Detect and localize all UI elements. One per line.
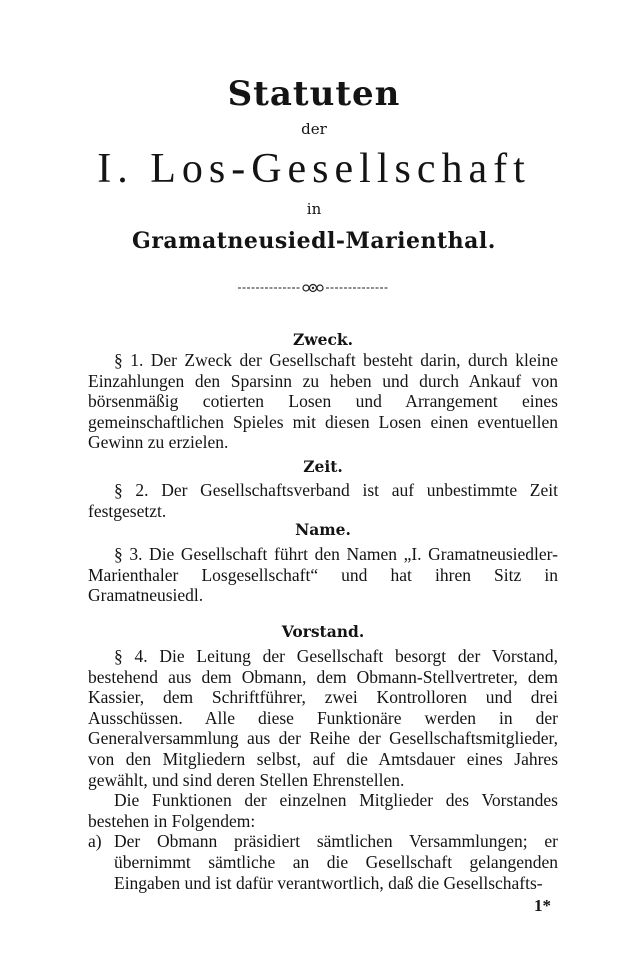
paragraph-2: § 2. Der Gesellschaftsverband ist auf unbestimmte Zeit festgesetzt. [88, 480, 558, 521]
document-title: Statuten [227, 74, 401, 114]
divider-ornament-icon [238, 280, 388, 296]
section-heading-name: Name. [295, 520, 351, 539]
section-body-zeit [88, 480, 558, 521]
place-name: Gramatneusiedl-Marienthal. [132, 228, 496, 254]
paragraph-1: § 1. Der Zweck der Gesellschaft besteht darin, durch kleine Einzahlungen den Sparsinn zu heben und durch Ankauf von börsenmäßig cotierten Losen und Arrangement eines gemeinschaftlichen Spieles mit diesen Losen einen eventuellen Gewinn zu erzielen. [88, 350, 558, 453]
page-number: 1* [534, 896, 551, 915]
society-name: I. Los-Gesellschaft [97, 146, 531, 192]
list-item-text: Der Obmann präsidiert sämtlichen Versammlungen; er übernimmt sämtliche an die Gesellschaft gelangenden Eingaben und ist dafür verantwortlich, daß die Gesellschafts- [114, 831, 558, 893]
section-body-vorstand [88, 646, 558, 893]
section-body-zweck [88, 350, 558, 453]
list-marker: a) [88, 831, 102, 852]
section-body-name [88, 544, 558, 606]
title-connector-der: der [301, 120, 327, 138]
paragraph-4: § 4. Die Leitung der Gesellschaft besorgt der Vorstand, bestehend aus dem Obmann, dem Obmann-Stellvertreter, dem Kassier, dem Schriftführer, zwei Kontrolloren und drei Ausschüssen. Alle diese Funktionäre werden in der Generalversammlung aus der Reihe der Gesellschaftsmitglieder, von den Mitgliedern selbst, auf die Amtsdauer eines Jahres gewählt, und sind deren Stellen Ehrenstellen. [88, 646, 558, 790]
paragraph-5: Die Funktionen der einzelnen Mitglieder des Vorstandes bestehen in Folgendem: [88, 790, 558, 831]
paragraph-3: § 3. Die Gesellschaft führt den Namen „I. Gramatneusiedler-Marienthaler Losgesellschaft“ und hat ihren Sitz in Gramatneusiedl. [88, 544, 558, 606]
section-heading-zweck: Zweck. [292, 330, 354, 349]
section-heading-vorstand: Vorstand. [281, 622, 365, 641]
title-connector-in: in [306, 200, 322, 218]
list-item-a [88, 831, 558, 893]
section-heading-zeit: Zeit. [303, 457, 343, 476]
